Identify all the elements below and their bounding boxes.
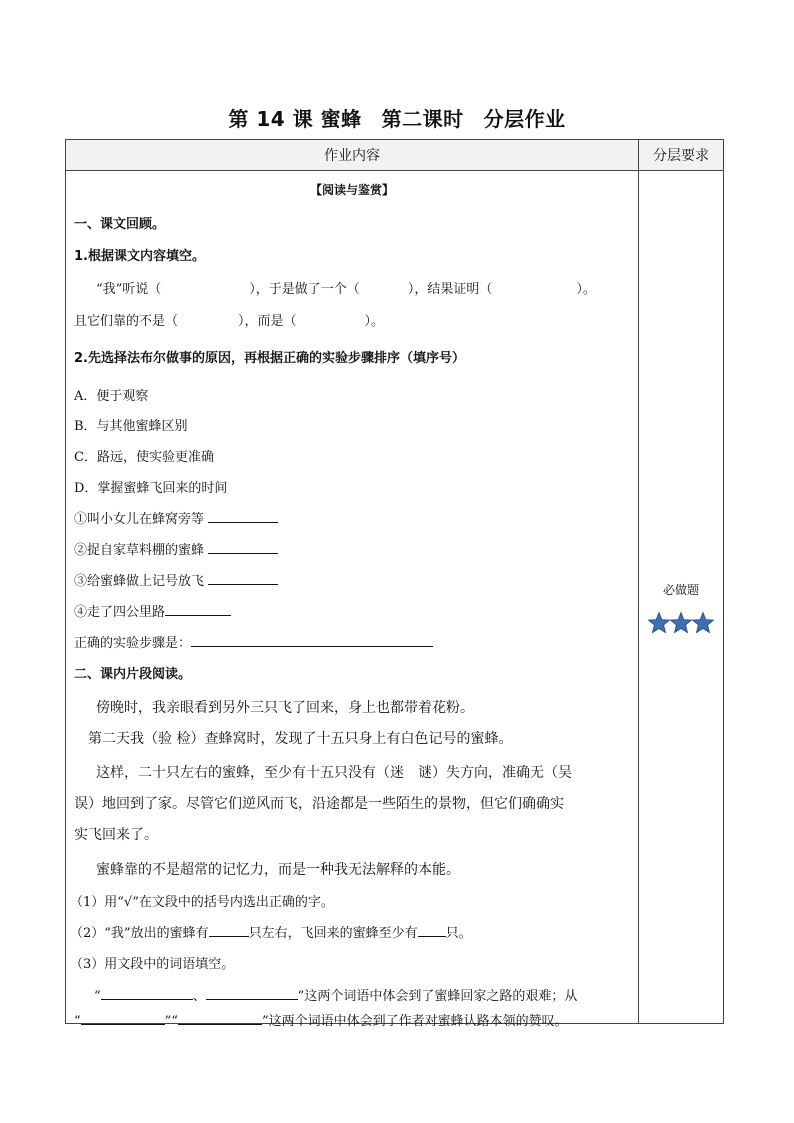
requirement-cell bbox=[639, 171, 724, 1024]
step-1: ①叫小女儿在蜂窝旁等 bbox=[74, 508, 278, 527]
step-3-blank[interactable] bbox=[208, 572, 278, 585]
worksheet-table bbox=[65, 139, 724, 1029]
step-4: ④走了四公里路 bbox=[74, 601, 231, 620]
title-type: 分层作业 bbox=[483, 107, 566, 131]
passage-p4: 蜜蜂靠的不是超常的记忆力，而是一种我无法解释的本能。 bbox=[96, 862, 460, 878]
q3-line2: “ ”“ ”这两个词语中体会到了作者对蜜蜂认路本领的赞叹。 bbox=[74, 1014, 568, 1029]
step-1-blank[interactable] bbox=[208, 510, 278, 523]
content-cell bbox=[66, 171, 639, 1029]
option-d: D．掌握蜜蜂飞回来的时间 bbox=[74, 481, 228, 496]
star-icon bbox=[669, 611, 693, 635]
q3-blank-3[interactable] bbox=[81, 1012, 165, 1025]
option-a: A．便于观察 bbox=[74, 389, 149, 404]
step-2: ②捉自家草料棚的蜜蜂 bbox=[74, 539, 278, 558]
returned-count-blank[interactable] bbox=[418, 924, 446, 937]
q1-title: 1.根据课文内容填空。 bbox=[74, 249, 205, 264]
option-c: C．路远，使实验更准确 bbox=[74, 450, 214, 465]
star-rating bbox=[639, 611, 723, 639]
step-2-blank[interactable] bbox=[208, 541, 278, 554]
q3-blank-2[interactable] bbox=[206, 987, 298, 1000]
passage-p3b: 误）地回到了家。尽管它们逆风而飞，沿途都是一些陌生的景物，但它们确确实 bbox=[74, 796, 564, 812]
sub-q1: （1）用“√”在文段中的括号内选出正确的字。 bbox=[70, 895, 334, 910]
star-icon bbox=[691, 611, 715, 635]
passage-p3a: 这样，二十只左右的蜜蜂，至少有十五只没有（迷 谜）失方向，准确无（吴 bbox=[96, 765, 572, 781]
order-line: 正确的实验步骤是： bbox=[74, 632, 433, 651]
option-b: B．与其他蜜蜂区别 bbox=[74, 419, 188, 434]
q1-line1: “我”听说（ ），于是做了一个（ ），结果证明（ ）。 bbox=[96, 282, 596, 297]
order-blank[interactable] bbox=[191, 634, 433, 647]
star-icon bbox=[647, 611, 671, 635]
step-3: ③给蜜蜂做上记号放飞 bbox=[74, 570, 278, 589]
q1-line2: 且它们靠的不是（ ），而是（ ）。 bbox=[74, 314, 385, 329]
passage-p2: 第二天我（验 检）查蜂窝时，发现了十五只身上有白色记号的蜜蜂。 bbox=[88, 731, 513, 747]
passage-p1: 傍晚时，我亲眼看到另外三只飞了回来，身上也都带着花粉。 bbox=[96, 700, 474, 716]
q3-blank-4[interactable] bbox=[178, 1012, 262, 1025]
page-title bbox=[0, 103, 794, 132]
q3-blank-1[interactable] bbox=[101, 987, 193, 1000]
header-requirement: 分层要求 bbox=[639, 140, 724, 171]
q2-title: 2.先选择法布尔做事的原因，再根据正确的实验步骤排序（填序号） bbox=[74, 351, 465, 366]
step-4-blank[interactable] bbox=[165, 603, 231, 616]
section-heading: 【阅读与鉴赏】 bbox=[309, 183, 394, 197]
q3-line1: “ 、 ”这两个词语中体会到了蜜蜂回家之路的艰难；从 bbox=[94, 989, 578, 1004]
title-period: 第二课时 bbox=[381, 107, 464, 131]
part2-title: 二、课内片段阅读。 bbox=[74, 667, 192, 682]
released-count-blank[interactable] bbox=[209, 924, 249, 937]
passage-p3c: 实飞回来了。 bbox=[74, 827, 158, 843]
sub-q3: （3）用文段中的词语填空。 bbox=[70, 957, 235, 972]
title-lesson: 第 14 课 蜜蜂 bbox=[228, 107, 362, 131]
requirement-label: 必做题 bbox=[662, 583, 699, 597]
header-content: 作业内容 bbox=[66, 140, 639, 171]
sub-q2: （2）“我”放出的蜜蜂有 只左右，飞回来的蜜蜂至少有 只。 bbox=[70, 926, 472, 941]
part1-title: 一、课文回顾。 bbox=[74, 217, 166, 232]
